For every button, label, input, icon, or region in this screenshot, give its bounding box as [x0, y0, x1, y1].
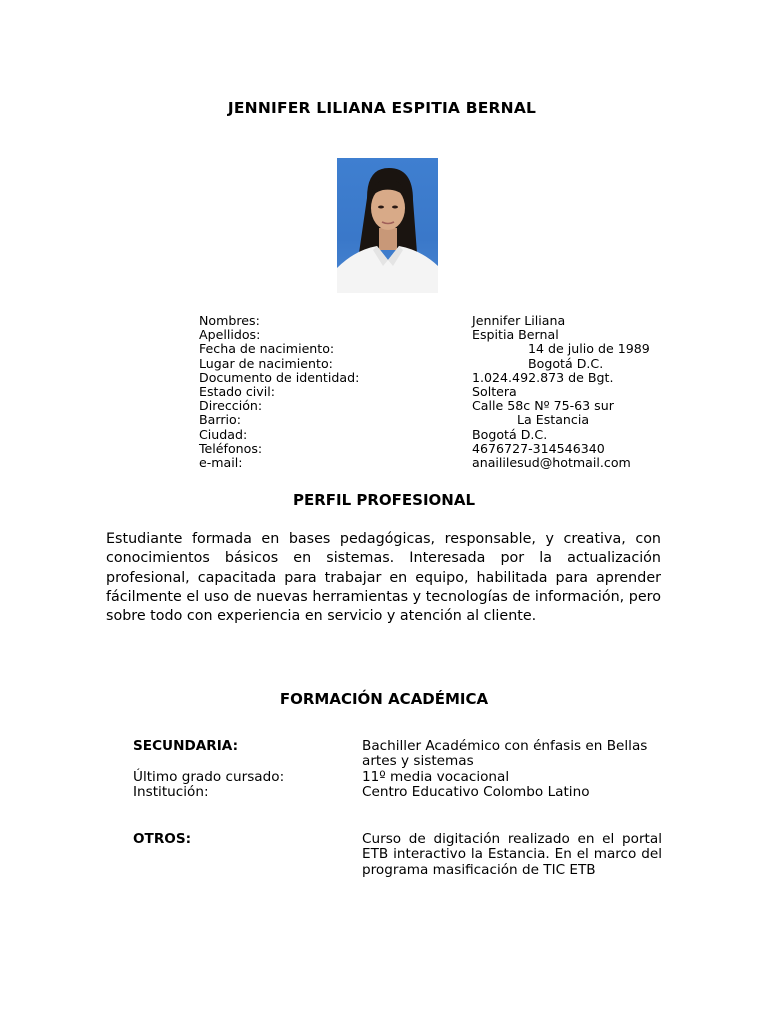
perfil-heading: PERFIL PROFESIONAL [292, 491, 476, 509]
info-label: Barrio: [199, 412, 241, 428]
info-row-email [199, 456, 679, 470]
info-value: Jennifer Liliana [472, 313, 566, 328]
info-label: Teléfonos: [199, 440, 263, 456]
info-value: Bogotá D.C. [472, 426, 548, 442]
info-row-barrio [199, 413, 679, 427]
secundaria-section [133, 739, 673, 801]
info-value: 4676727-314546340 [472, 440, 605, 456]
info-label: e-mail: [199, 454, 243, 470]
info-row-ciudad [199, 428, 679, 442]
personal-info [199, 314, 679, 470]
info-value: 14 de julio de 1989 [528, 341, 650, 357]
info-row-lugar-nacimiento [199, 357, 679, 371]
secundaria-row [133, 739, 673, 770]
info-row-direccion [199, 399, 679, 413]
info-value: La Estancia [517, 412, 590, 428]
info-row-apellidos [199, 328, 679, 342]
profile-photo [337, 158, 438, 293]
formacion-heading: FORMACIÓN ACADÉMICA [279, 690, 489, 708]
info-row-documento [199, 371, 679, 385]
perfil-paragraph: Estudiante formada en bases pedagógicas, responsable, y creativa, con conocimientos básicos en sistemas. Interesada por la actualización profesional, capacitada para trabajar en equipo, habilitada para aprender fácilmente el uso de nuevas herramientas y tecnologías de información, pero sobre todo con experiencia en servicio y atención al cliente. [106, 531, 661, 625]
grado-label: Último grado cursado: [133, 768, 285, 785]
otros-value: Curso de digitación realizado en el portal ETB interactivo la Estancia. En el marco del programa masificación de TIC ETB [362, 831, 662, 878]
grado-row [133, 770, 673, 785]
otros-label: OTROS: [133, 831, 192, 847]
info-value: Calle 58c Nº 75-63 sur [472, 398, 614, 414]
info-label: Lugar de nacimiento: [199, 355, 333, 371]
grado-value: 11º media vocacional [362, 768, 510, 785]
cv-title: JENNIFER LILIANA ESPITIA BERNAL [227, 99, 537, 117]
info-label: Estado civil: [199, 383, 275, 399]
info-value: Espitia Bernal [472, 327, 559, 343]
info-row-fecha-nacimiento [199, 342, 679, 356]
perfil-text [106, 530, 661, 626]
info-row-estado-civil [199, 385, 679, 399]
secundaria-value: Bachiller Académico con énfasis en Bellas artes y sistemas [362, 738, 648, 770]
secundaria-label: SECUNDARIA: [133, 738, 239, 754]
info-label: Ciudad: [199, 426, 248, 442]
institucion-value: Centro Educativo Colombo Latino [362, 784, 590, 801]
info-value: Bogotá D.C. [528, 355, 604, 371]
info-value: anaililesud@hotmail.com [472, 454, 631, 470]
info-label: Fecha de nacimiento: [199, 341, 335, 357]
info-value: Soltera [472, 383, 517, 399]
info-value: 1.024.492.873 de Bgt. [472, 369, 614, 385]
info-label: Apellidos: [199, 327, 261, 343]
info-label: Dirección: [199, 398, 263, 414]
info-row-nombres [199, 314, 679, 328]
info-row-telefonos [199, 442, 679, 456]
institucion-label: Institución: [133, 784, 209, 801]
info-label: Nombres: [199, 313, 260, 328]
info-label: Documento de identidad: [199, 369, 360, 385]
institucion-row [133, 785, 673, 800]
otros-row [133, 832, 673, 878]
otros-section [133, 832, 673, 878]
